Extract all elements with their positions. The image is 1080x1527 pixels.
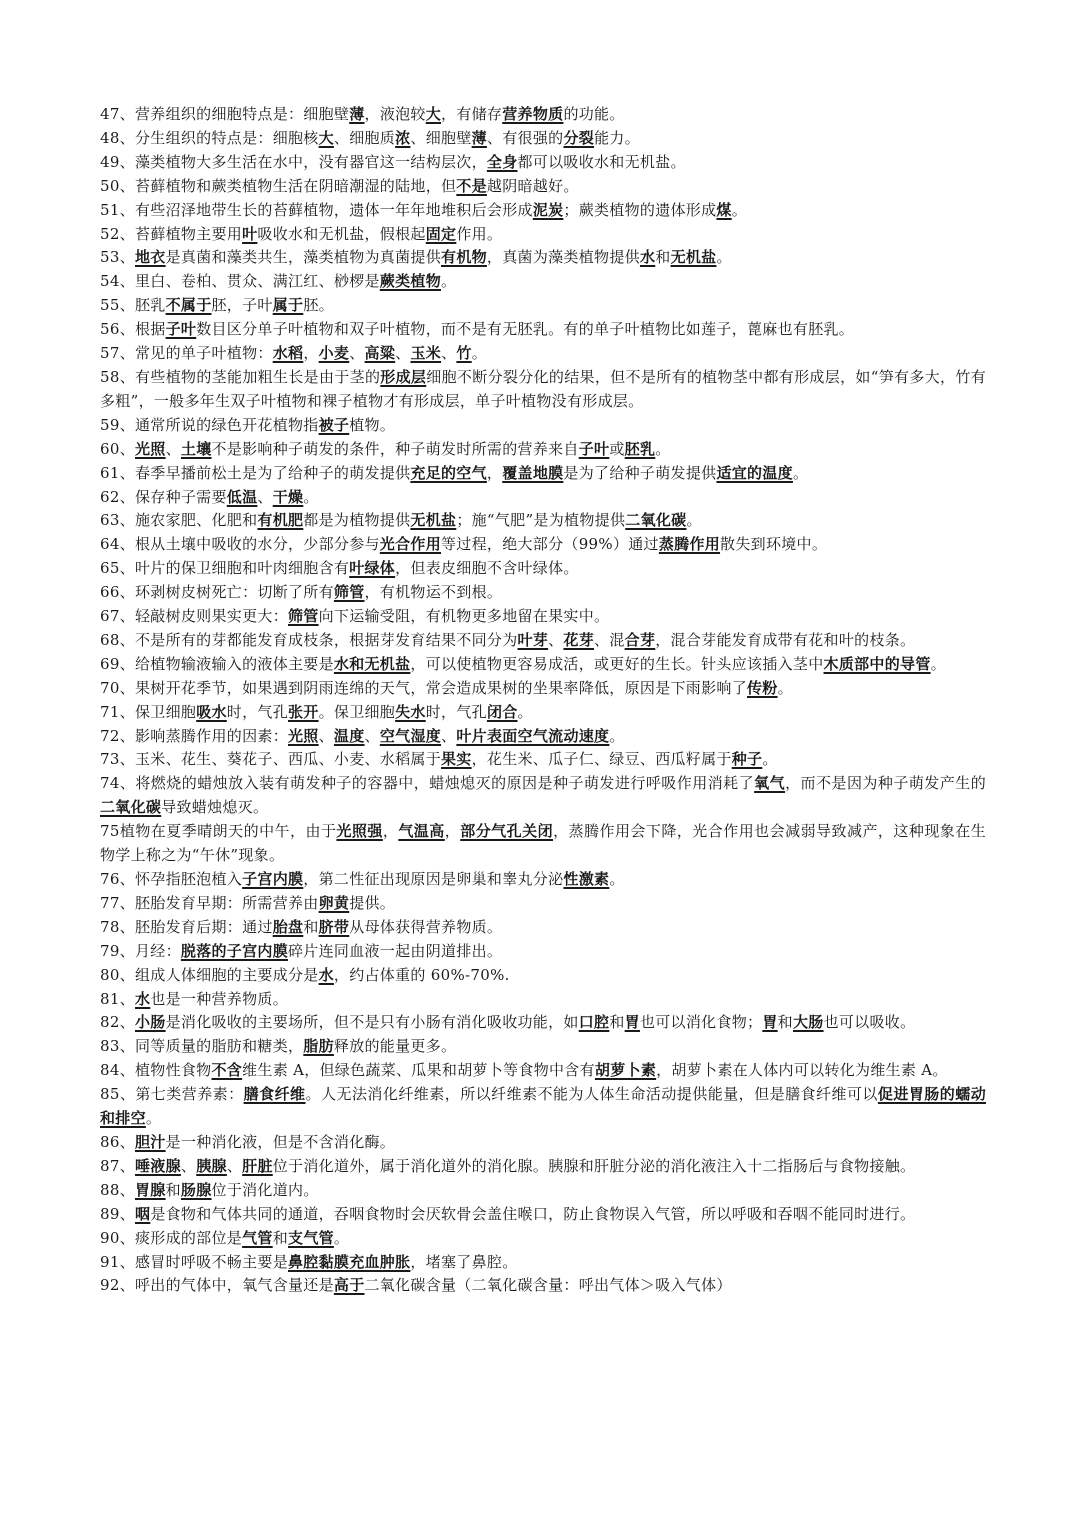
key-term: 全身 [486,152,518,171]
key-term: 花芽 [563,630,595,649]
key-term: 薄 [349,105,365,123]
key-term: 水 [639,248,656,267]
key-term: 闭合 [486,702,518,721]
knowledge-point-53: 53、地衣是真菌和藻类共生，藻类植物为真菌提供有机物，真菌为藻类植物提供水和无机盐。 [100,248,732,267]
key-term: 不属于 [165,296,212,315]
key-term: 属于 [272,296,304,315]
key-term: 咽 [135,1204,151,1223]
key-term: 干燥 [272,487,304,506]
knowledge-point-47: 47、营养组织的细胞特点是：细胞壁薄，液泡较大，有储存营养物质的功能。 [100,105,625,123]
key-term: 光照 [135,439,166,458]
key-term: 大 [425,105,442,123]
key-term: 脱落的子宫内膜 [180,941,288,960]
key-term: 胰腺 [196,1156,227,1175]
key-term: 鼻腔黏膜充血肿胀 [288,1252,411,1271]
key-term: 二氧化碳 [625,511,687,530]
knowledge-point-72: 72、影响蒸腾作用的因素：光照、温度、空气湿度、叶片表面空气流动速度。 [100,726,625,745]
key-term: 充足的空气 [410,463,487,482]
key-term: 水稻 [272,344,304,363]
key-term: 合芽 [624,630,656,649]
key-term: 胚乳 [624,439,656,458]
key-term: 煤 [716,200,732,219]
key-term: 种子 [731,750,763,769]
key-term: 叶绿体 [349,559,396,578]
knowledge-point-66: 66、环剥树皮树死亡：切断了所有筛管，有机物运不到根。 [100,583,503,602]
key-term: 大肠 [792,1013,824,1032]
key-term: 竹 [456,344,472,363]
knowledge-point-70: 70、果树开花季节，如果遇到阴雨连绵的天气，常会造成果树的坐果率降低，原因是下雨影响了传粉。 [100,678,793,697]
key-term: 叶芽 [517,630,549,649]
key-term: 浓 [395,128,411,147]
knowledge-point-51: 51、有些沼泽地带生长的苔藓植物，遗体一年年地堆积后会形成泥炭；蕨类植物的遗体形成煤。 [100,200,748,219]
key-term: 大 [318,128,334,147]
key-term: 子宫内膜 [242,870,304,888]
key-term: 蕨类植物 [379,272,441,291]
key-term: 水 [135,989,151,1008]
key-term: 形成层 [380,367,427,386]
key-term: 蒸腾作用 [658,535,721,554]
key-term: 木质部中的导管 [823,654,931,673]
key-term: 脐带 [318,917,350,936]
key-term: 胆汁 [135,1132,166,1151]
knowledge-point-92: 92、呼出的气体中，氧气含量还是高于二氧化碳含量（二氧化碳含量：呼出气体＞吸入气体） [100,1276,732,1295]
knowledge-point-85: 85、第七类营养素：膳食纤维。人无法消化纤维素，所以纤维素不能为人体生命活动提供能量，但是膳食纤维可以促进胃肠的蠕动和排空。 [100,1085,987,1128]
knowledge-point-73: 73、玉米、花生、葵花子、西瓜、小麦、水稻属于果实，花生米、瓜子仁、绿豆、西瓜籽属于种子。 [100,750,778,769]
knowledge-point-68: 68、不是所有的芽都能发育成枝条，根据芽发育结果不同分为叶芽、花芽、混合芽，混合芽能发育成带有花和叶的枝条。 [100,630,916,649]
key-term: 被子 [318,415,350,434]
key-term: 营养物质 [502,105,564,123]
knowledge-point-71: 71、保卫细胞吸水时，气孔张开。保卫细胞失水时，气孔闭合。 [100,702,533,721]
key-term: 低温 [226,487,258,506]
key-term: 分裂 [563,128,595,147]
knowledge-point-56: 56、根据子叶数目区分单子叶植物和双子叶植物，而不是有无胚乳。有的单子叶植物比如莲子，蓖麻也有胚乳。 [100,320,855,339]
knowledge-point-48: 48、分生组织的特点是：细胞核大、细胞质浓、细胞壁薄、有很强的分裂能力。 [100,128,640,147]
knowledge-point-55: 55、胚乳不属于胚，子叶属于胚。 [100,296,334,315]
knowledge-point-90: 90、痰形成的部位是气管和支气管。 [100,1228,350,1247]
key-term: 二氧化碳 [100,798,162,817]
key-term: 支气管 [288,1228,334,1247]
key-term: 高于 [333,1276,365,1295]
key-term: 无机盐 [410,511,457,530]
knowledge-point-52: 52、苔藓植物主要用叶吸收水和无机盐，假根起固定作用。 [100,224,503,243]
knowledge-point-59: 59、通常所说的绿色开花植物指被子植物。 [100,415,396,434]
key-term: 薄 [471,128,487,147]
key-term: 光合作用 [379,535,441,554]
key-term: 小肠 [135,1013,166,1032]
key-term: 唾液腺 [135,1156,181,1175]
knowledge-point-50: 50、苔藓植物和蕨类植物生活在阴暗潮湿的陆地，但不是越阴暗越好。 [100,176,579,195]
key-term: 光照强 [336,822,383,841]
key-term: 膳食纤维 [243,1085,306,1104]
key-term: 氧气 [754,774,786,793]
knowledge-point-49: 49、藻类植物大多生活在水中，没有器官这一结构层次，全身都可以吸收水和无机盐。 [100,152,686,171]
key-term: 胎盘 [272,917,304,936]
knowledge-point-88: 88、胃腺和肠腺位于消化道内。 [100,1180,319,1199]
key-term: 吸水 [196,702,227,721]
key-term: 不是 [456,176,487,195]
key-term: 有机肥 [257,511,304,530]
key-term: 不含 [211,1061,243,1080]
knowledge-point-80: 80、组成人体细胞的主要成分是水，约占体重的 60%-70%. [100,965,510,984]
knowledge-point-78: 78、胚胎发育后期：通过胎盘和脐带从母体获得营养物质。 [100,917,503,936]
key-term: 肝脏 [242,1156,273,1175]
key-term: 失水 [395,702,426,721]
knowledge-point-61: 61、春季早播前松土是为了给种子的萌发提供充足的空气，覆盖地膜是为了给种子萌发提供适宜的温度。 [100,463,809,482]
key-term: 地衣 [135,248,166,267]
key-term: 部分气孔关闭 [460,822,554,841]
key-term: 胃 [762,1013,778,1032]
key-term: 有机物 [441,248,487,267]
knowledge-point-60: 60、光照、土壤不是影响种子萌发的条件，种子萌发时所需的营养来自子叶或胚乳。 [100,439,671,458]
knowledge-point-89: 89、咽是食物和气体共同的通道，吞咽食物时会厌软骨会盖住喉口，防止食物误入气管，所以呼吸和吞咽不能同时进行。 [100,1204,916,1223]
knowledge-point-82: 82、小肠是消化吸收的主要场所，但不是只有小肠有消化吸收功能，如口腔和胃也可以消化食物；胃和大肠也可以吸收。 [100,1013,916,1032]
knowledge-point-79: 79、月经：脱落的子宫内膜碎片连同血液一起由阴道排出。 [100,941,503,960]
knowledge-point-87: 87、唾液腺、胰腺、肝脏位于消化道外，属于消化道外的消化腺。胰腺和肝脏分泌的消化液注入十二指肠后与食物接触。 [100,1156,916,1175]
knowledge-point-64: 64、根从土壤中吸收的水分，少部分参与光合作用等过程，绝大部分（99%）通过蒸腾作用散失到环境中。 [100,535,828,554]
notes-page [100,103,986,1298]
knowledge-point-75: 75植物在夏季晴朗天的中午，由于光照强，气温高，部分气孔关闭，蒸腾作用会下降，光合作用也会减弱导致减产，这种现象在生物学上称之为“午休”现象。 [100,822,987,865]
key-term: 温度 [333,726,365,745]
key-term: 叶 [242,224,258,243]
key-term: 子叶 [578,439,610,458]
knowledge-point-67: 67、轻敲树皮则果实更大：筛管向下运输受阻，有机物更多地留在果实中。 [100,607,610,626]
key-term: 光照 [288,726,319,745]
knowledge-point-81: 81、水也是一种营养物质。 [100,989,289,1008]
knowledge-point-54: 54、里白、卷柏、贯众、满江红、桫椤是蕨类植物。 [100,272,457,291]
key-term: 空气湿度 [379,726,442,745]
knowledge-point-86: 86、胆汁是一种消化液，但是不含消化酶。 [100,1132,396,1151]
key-term: 气温高 [398,822,445,841]
key-term: 玉米 [410,344,442,363]
key-term: 水 [318,965,334,984]
knowledge-point-91: 91、感冒时呼吸不畅主要是鼻腔黏膜充血肿胀，堵塞了鼻腔。 [100,1252,518,1271]
key-term: 泥炭 [532,200,564,219]
key-term: 脂肪 [303,1037,334,1056]
key-term: 肠腺 [180,1180,212,1199]
key-term: 果实 [441,750,472,769]
key-term: 筛管 [333,583,365,602]
knowledge-point-77: 77、胚胎发育早期：所需营养由卵黄提供。 [100,893,396,912]
key-term: 胃腺 [135,1180,166,1199]
knowledge-point-83: 83、同等质量的脂肪和糖类，脂肪释放的能量更多。 [100,1037,457,1056]
knowledge-point-58: 58、有些植物的茎能加粗生长是由于茎的形成层细胞不断分裂分化的结果，但不是所有的植物茎中都有形成层，如“笋有多大，竹有多粗”，一般多年生双子叶植物和裸子植物才有形成层，单子叶植物没有形成层。 [100,367,986,410]
key-term: 子叶 [165,320,197,339]
key-term: 适宜的温度 [716,463,793,482]
key-term: 高粱 [364,344,396,363]
key-term: 胃 [624,1013,640,1032]
key-term: 小麦 [318,344,350,363]
key-term: 气管 [242,1228,273,1247]
key-term: 口腔 [578,1013,610,1032]
key-term: 水和无机盐 [333,654,411,673]
key-term: 土壤 [180,439,212,458]
knowledge-point-84: 84、植物性食物不含维生素 A，但绿色蔬菜、瓜果和胡萝卜等食物中含有胡萝卜素，胡萝卜素在人体内可以转化为维生素 A。 [100,1061,948,1080]
key-term: 筛管 [288,607,319,626]
key-term: 张开 [288,702,319,721]
key-term: 叶片表面空气流动速度 [456,726,610,745]
key-term: 卵黄 [318,893,350,912]
key-term: 传粉 [747,678,778,697]
key-term: 覆盖地膜 [502,463,564,482]
key-term: 促进胃肠的蠕动和排空 [100,1085,987,1128]
knowledge-point-65: 65、叶片的保卫细胞和叶肉细胞含有叶绿体，但表皮细胞不含叶绿体。 [100,559,579,578]
key-term: 无机盐 [670,248,717,267]
knowledge-point-57: 57、常见的单子叶植物：水稻，小麦、高粱、玉米、竹。 [100,344,488,363]
key-term: 固定 [425,224,457,243]
knowledge-point-69: 69、给植物输液输入的液体主要是水和无机盐，可以使植物更容易成活，或更好的生长。针头应该插入茎中木质部中的导管。 [100,654,946,673]
key-term: 性激素 [563,870,610,888]
knowledge-point-76: 76、怀孕指胚泡植入子宫内膜，第二性征出现原因是卵巢和睾丸分泌性激素。 [100,870,625,888]
knowledge-point-63: 63、施农家肥、化肥和有机肥都是为植物提供无机盐；施“气肥”是为植物提供二氧化碳。 [100,511,702,530]
key-term: 胡萝卜素 [594,1061,657,1080]
knowledge-point-62: 62、保存种子需要低温、干燥。 [100,487,319,506]
knowledge-point-74: 74、将燃烧的蜡烛放入装有萌发种子的容器中，蜡烛熄灭的原因是种子萌发进行呼吸作用消耗了氧气，而不是因为种子萌发产生的二氧化碳导致蜡烛熄灭。 [100,774,986,817]
